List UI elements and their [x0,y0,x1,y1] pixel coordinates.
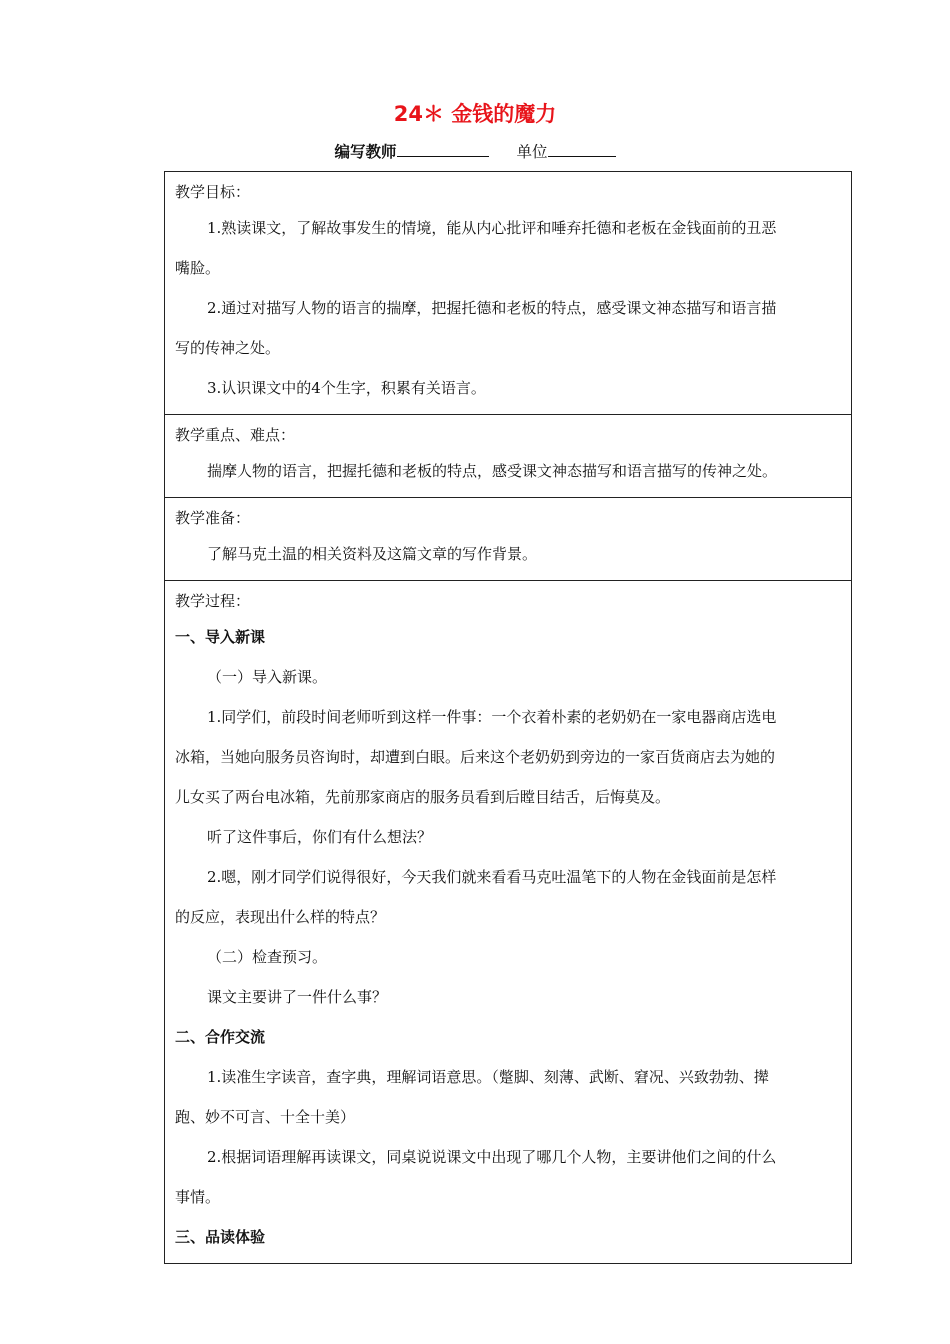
section-1-para-4: 课文主要讲了一件什么事？ [207,988,388,1006]
goal-1-line-1: 1.熟读课文，了解故事发生的情境，能从内心批评和唾弃托德和老板在金钱面前的丑恶 [207,219,777,237]
goals-cell [165,172,851,415]
focus-heading: 教学重点、难点： [175,426,296,444]
section-1-para-3-line-2: 的反应，表现出什么样的特点？ [175,908,386,926]
teacher-label: 编写教师 [334,143,397,161]
section-1-para-1-line-3: 儿女买了两台电冰箱，先前那家商店的服务员看到后瞠目结舌，后悔莫及。 [175,788,671,806]
section-1-sub-2: （二）检查预习。 [207,948,328,966]
author-line [0,140,950,162]
goal-3: 3.认识课文中的4个生字，积累有关语言。 [207,379,486,397]
prep-cell [165,498,851,581]
section-2-para-1-line-2: 跑、妙不可言、十全十美） [175,1108,356,1126]
section-2-para-2-line-1: 2.根据词语理解再读课文，同桌说说课文中出现了哪几个人物，主要讲他们之间的什么 [207,1148,777,1166]
unit-blank [548,141,616,157]
prep-text: 了解马克土温的相关资料及这篇文章的写作背景。 [207,545,538,563]
page-title: 24＊ 金钱的魔力 [393,102,557,126]
goals-heading: 教学目标： [175,183,251,201]
lesson-plan-table [164,171,852,1264]
goal-2-line-2: 写的传神之处。 [175,339,281,357]
focus-text: 揣摩人物的语言，把握托德和老板的特点，感受课文神态描写和语言描写的传神之处。 [207,462,778,480]
section-1-para-3-line-1: 2.嗯，刚才同学们说得很好，今天我们就来看看马克吐温笔下的人物在金钱面前是怎样 [207,868,777,886]
section-3-title: 三、品读体验 [175,1228,266,1246]
section-1-para-1-line-2: 冰箱，当她向服务员咨询时，却遭到白眼。后来这个老奶奶到旁边的一家百货商店去为她的 [175,748,776,766]
section-1-sub-1: （一）导入新课。 [207,668,328,686]
goal-1-line-2: 嘴脸。 [175,259,221,277]
section-2-para-1-line-1: 1.读准生字读音，查字典，理解词语意思。（蹩脚、刻薄、武断、窘况、兴致勃勃、撵 [207,1068,769,1086]
prep-heading: 教学准备： [175,509,251,527]
goal-2-line-1: 2.通过对描写人物的语言的揣摩，把握托德和老板的特点，感受课文神态描写和语言描 [207,299,777,317]
process-heading: 教学过程： [175,592,251,610]
section-1-para-2: 听了这件事后，你们有什么想法？ [207,828,433,846]
process-cell [165,581,851,1263]
unit-label: 单位 [516,143,548,161]
teacher-blank [397,141,489,157]
focus-cell [165,415,851,498]
section-2-title: 二、合作交流 [175,1028,266,1046]
section-1-para-1-line-1: 1.同学们，前段时间老师听到这样一件事：一个衣着朴素的老奶奶在一家电器商店选电 [207,708,777,726]
section-1-title: 一、导入新课 [175,628,266,646]
section-2-para-2-line-2: 事情。 [175,1188,221,1206]
